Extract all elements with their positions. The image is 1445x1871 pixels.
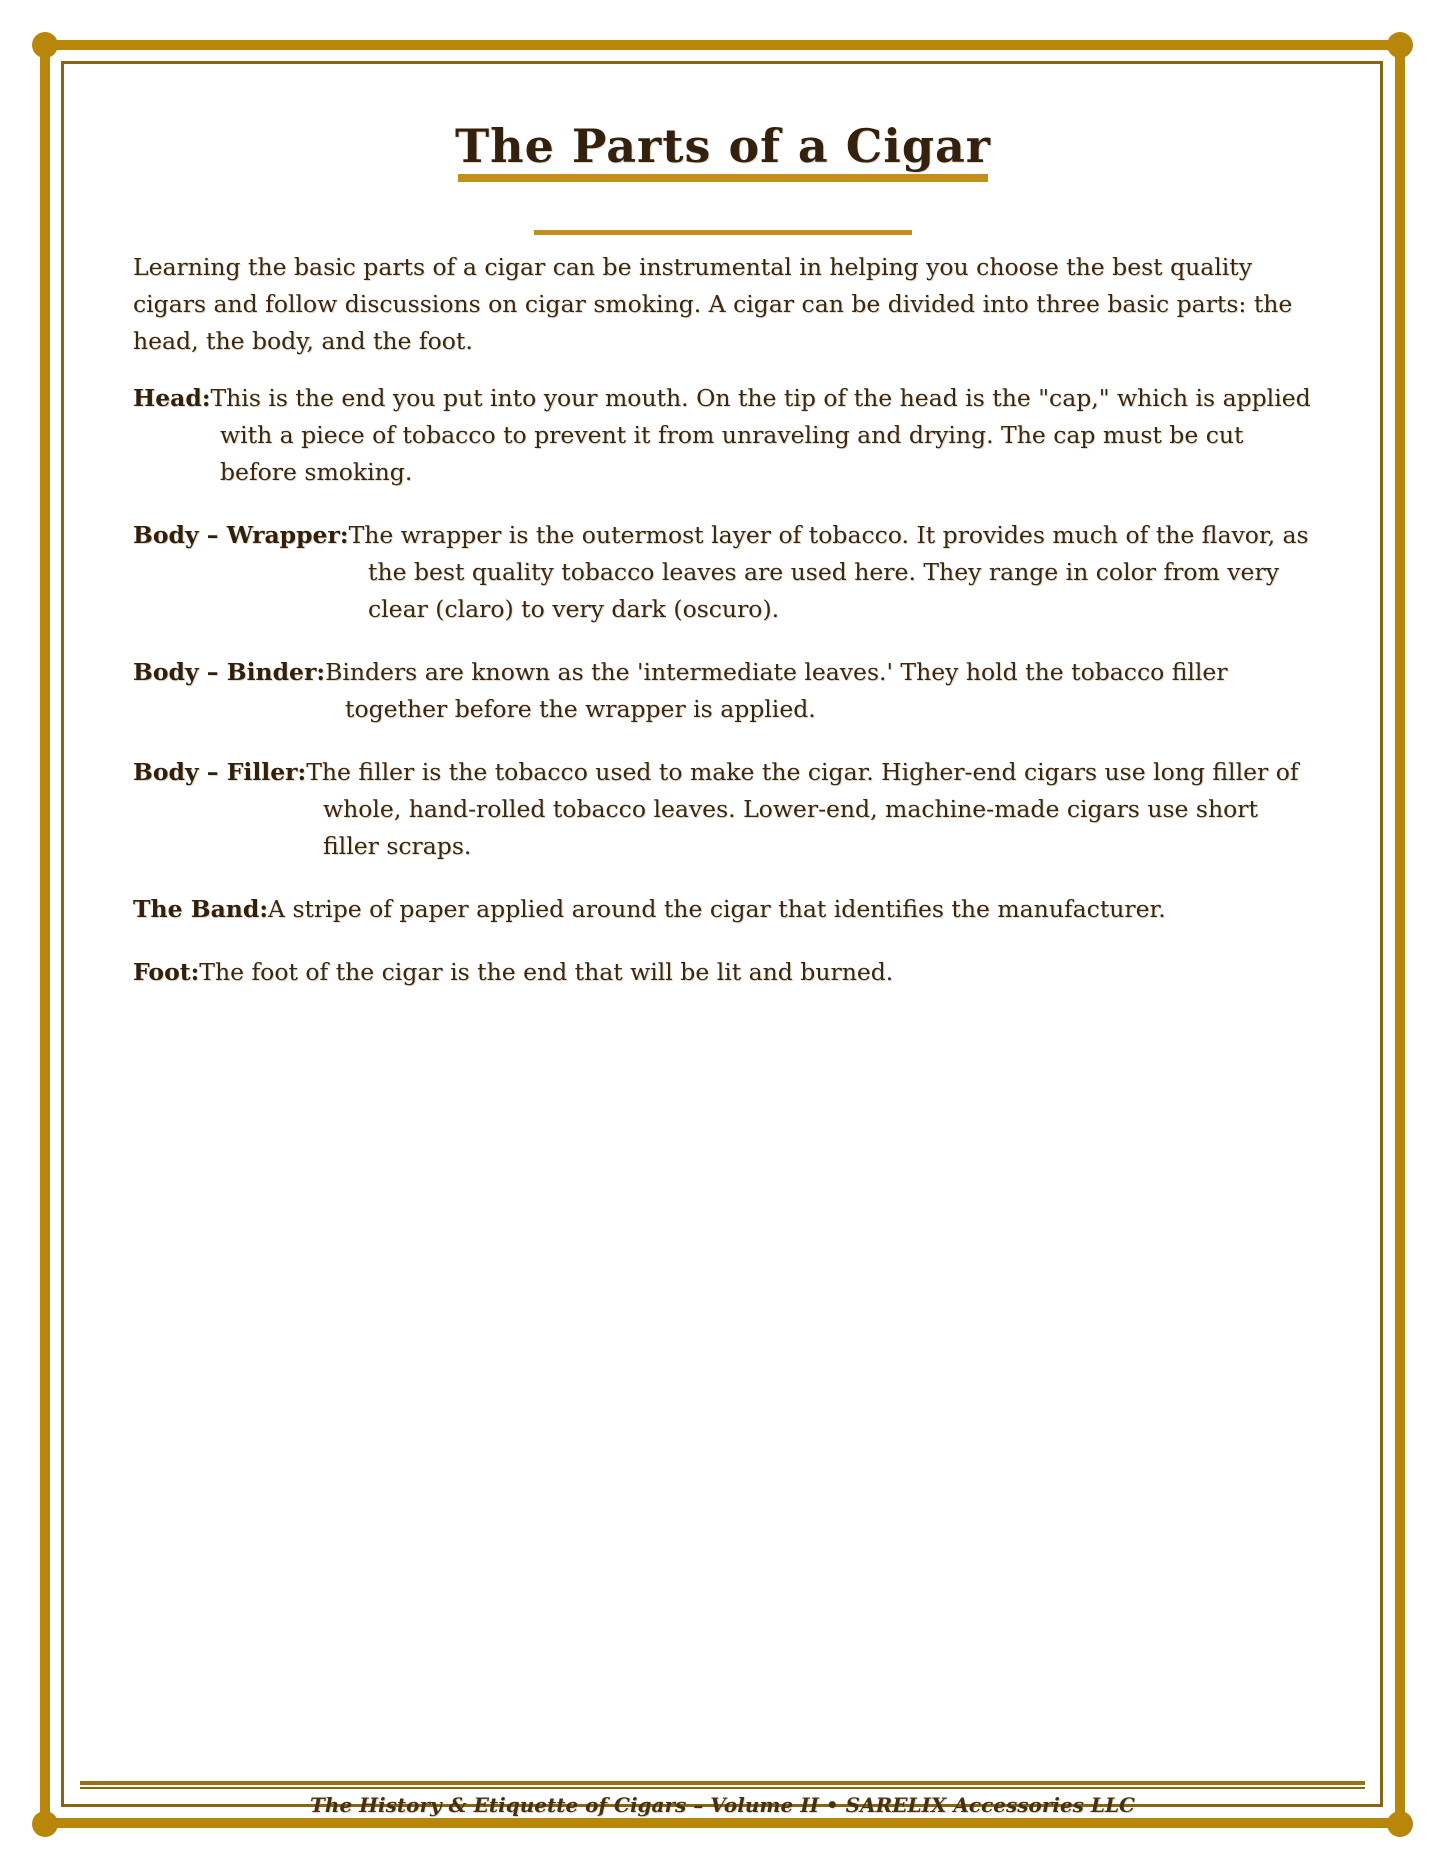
entry-body-binder-description: Binders are known as the 'intermediate leaves.' They hold the tobacco filler together before the wrapper is applied. <box>325 658 1228 723</box>
footer-rule-thin <box>80 1787 1365 1789</box>
footer-rule-thick <box>80 1781 1365 1785</box>
entry-head <box>133 380 1313 491</box>
entry-the-band-term: The Band: <box>133 895 268 923</box>
entry-foot <box>133 954 1313 991</box>
entry-body-binder <box>133 654 1313 728</box>
entry-body-wrapper-description: The wrapper is the outermost layer of tobacco. It provides much of the flavor, as the best quality tobacco leaves are used here. They range in color from very clear (claro) to very dark (oscuro). <box>348 521 1309 623</box>
page-footer <box>80 1781 1365 1817</box>
section-divider-rule <box>534 230 912 235</box>
entry-foot-description: The foot of the cigar is the end that will be lit and burned. <box>199 958 894 986</box>
corner-dot-bottom-right <box>1387 1811 1413 1837</box>
corner-dot-top-right <box>1387 32 1413 58</box>
entry-the-band <box>133 891 1313 928</box>
footer-text: The History & Etiquette of Cigars – Volume II • SARELIX Accessories LLC <box>310 1793 1135 1817</box>
entry-head-term: Head: <box>133 384 211 412</box>
title-underline-rule <box>458 174 988 182</box>
entry-body-wrapper <box>133 517 1313 628</box>
entry-body-binder-term: Body – Binder: <box>133 658 326 686</box>
entry-body-filler <box>133 754 1313 865</box>
entry-body-filler-description: The filler is the tobacco used to make the cigar. Higher-end cigars use long filler of whole, hand-rolled tobacco leaves. Lower-end, machine-made cigars use short filler scraps. <box>306 758 1299 860</box>
page-title: The Parts of a Cigar <box>454 119 992 173</box>
entry-foot-term: Foot: <box>133 958 200 986</box>
intro-paragraph: Learning the basic parts of a cigar can be instrumental in helping you choose the best quality cigars and follow discussions on cigar smoking. A cigar can be divided into three basic parts: the head, the body, and the foot. <box>133 253 1293 355</box>
document-content <box>133 0 1313 991</box>
corner-dot-top-left <box>32 32 58 58</box>
entry-body-wrapper-term: Body – Wrapper: <box>133 521 349 549</box>
corner-dot-bottom-left <box>32 1811 58 1837</box>
entry-the-band-description: A stripe of paper applied around the cigar that identifies the manufacturer. <box>268 895 1166 923</box>
entry-head-description: This is the end you put into your mouth. On the tip of the head is the "cap," which is applied with a piece of tobacco to prevent it from unraveling and drying. The cap must be cut before smoking. <box>210 384 1311 486</box>
entry-body-filler-term: Body – Filler: <box>133 758 307 786</box>
